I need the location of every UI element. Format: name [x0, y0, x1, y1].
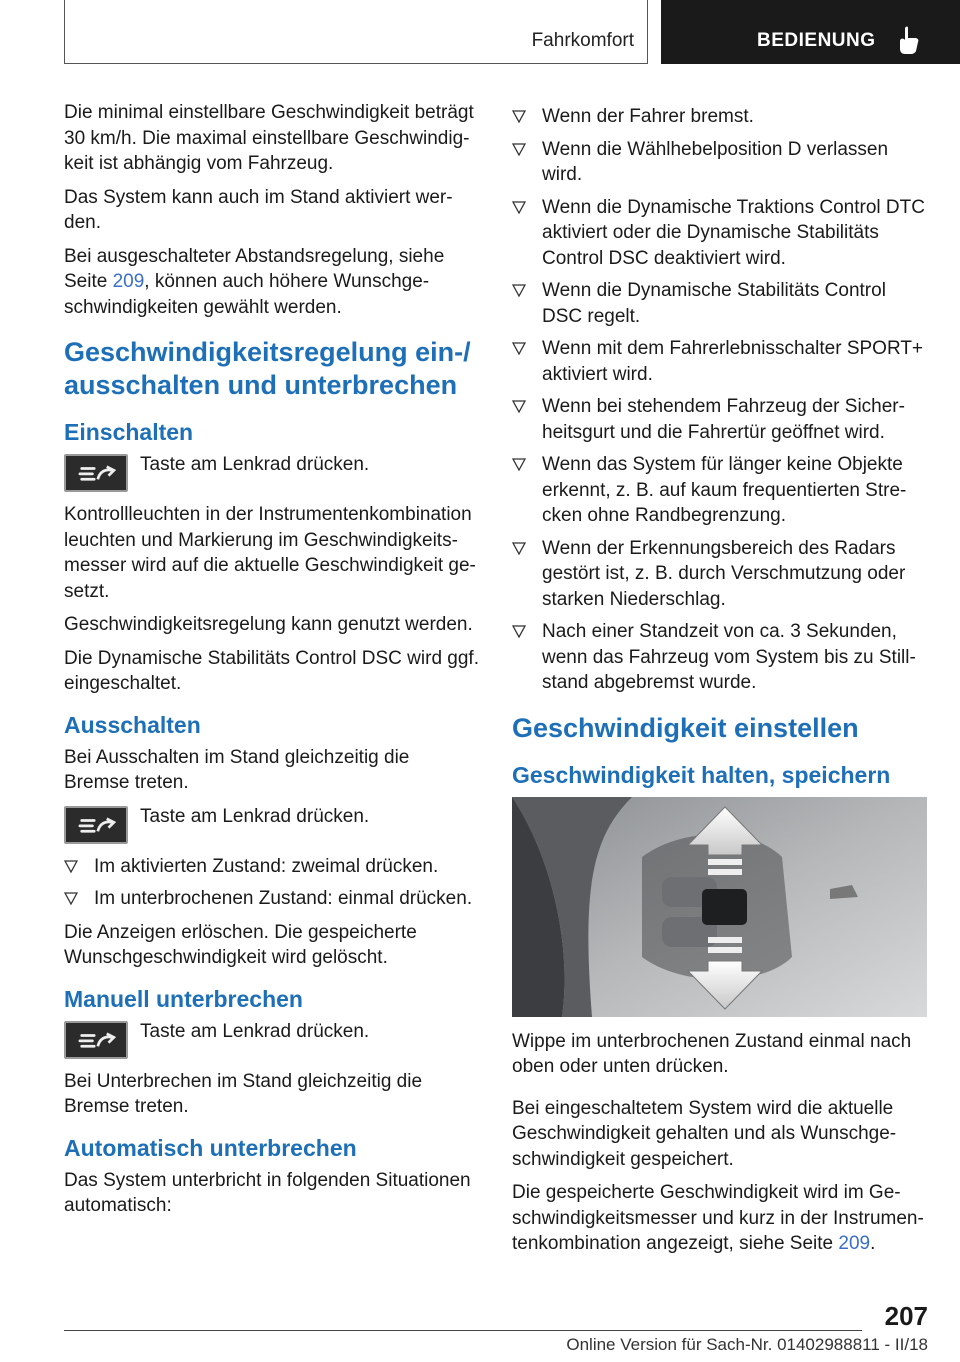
list-item: Wenn die Wählhebelposition D verlassen wird.	[512, 137, 927, 188]
list-item: Im unterbrochenen Zustand: einmal drücken.	[64, 886, 479, 912]
dsc-paragraph: Die Dynamische Stabilitäts Control DSC wird ggf. eingeschaltet.	[64, 647, 479, 694]
triangle-bullet-icon	[512, 625, 526, 638]
key-instruction: Taste am Lenkrad drücken.	[64, 1019, 479, 1059]
triangle-bullet-icon	[64, 860, 78, 873]
list-item: Im aktivierten Zustand: zweimal drücken.	[64, 854, 479, 880]
usable-paragraph: Geschwindigkeitsregelung kann genutzt werden.	[64, 614, 473, 635]
list-item: Wenn die Dynamische Stabilitäts Control DSC regelt.	[512, 278, 927, 329]
cleared-paragraph: Die Anzeigen erlöschen. Die gespeicherte Wunschgeschwindigkeit wird gelöscht.	[64, 921, 417, 968]
triangle-bullet-icon	[64, 892, 78, 905]
list-item: Nach einer Standzeit von ca. 3 Sekunden, wenn das Fahrzeug vom System bis zu Still‐stand abgebremst wurde.	[512, 619, 927, 696]
triangle-bullet-icon	[512, 458, 526, 471]
list-item: Wenn der Erkennungsbereich des Radars gestört ist, z. B. durch Verschmutzung oder starken Niederschlag.	[512, 536, 927, 613]
manual-brake-paragraph: Bei Unterbrechen im Stand gleichzeitig die Bremse treten.	[64, 1070, 423, 1117]
page-header	[0, 0, 960, 66]
list-item: Wenn das System für länger keine Objekte erkennt, z. B. auf kaum frequentierten Stre‐cken ohne Randbegrenzung.	[512, 452, 927, 529]
page-link[interactable]: 209	[838, 1233, 871, 1254]
triangle-bullet-icon	[512, 143, 526, 156]
cruise-control-button-icon	[64, 1021, 128, 1059]
speed-hold-paragraph: Bei eingeschaltetem System wird die aktuelle Geschwindigkeit gehalten und als Wunschge‐schwindigkeit gespeichert.	[512, 1097, 897, 1170]
triangle-bullet-icon	[512, 284, 526, 297]
cruise-control-button-icon	[64, 806, 128, 844]
list-item: Wenn bei stehendem Fahrzeug der Sicher‐heitsgurt und die Fahrertür geöffnet wird.	[512, 394, 927, 445]
speed-display-paragraph: Die gespeicherte Geschwindigkeit wird im Ge‐schwindigkeitsmesser und kurz in der Instrumen‐tenkombination angezeigt, siehe Seite 209.	[512, 1182, 924, 1254]
page-number: 207	[884, 1301, 928, 1331]
image-caption: Wippe im unterbrochenen Zustand einmal nach oben oder unten drücken.	[512, 1030, 912, 1077]
chapter-title: BEDIENUNG	[757, 30, 876, 51]
steering-wheel-rocker-illustration	[512, 797, 927, 1017]
subheading-einschalten: Einschalten	[64, 419, 194, 445]
triangle-bullet-icon	[512, 201, 526, 214]
section-title: Fahrkomfort	[531, 30, 634, 51]
cruise-control-button-icon	[64, 454, 128, 492]
indicator-paragraph: Kontrollleuchten in der Instrumentenkombination leuchten und Markierung im Geschwindigkeits‐messer wird auf die aktuelle Geschwindigkeit ge‐setzt.	[64, 504, 476, 602]
subheading-halten: Geschwindigkeit halten, speichern	[512, 761, 891, 788]
section-heading: Geschwindigkeitsregelung ein-/ ausschalten und unterbrechen	[64, 337, 471, 400]
brake-paragraph: Bei Ausschalten im Stand gleichzeitig die Bremse treten.	[64, 746, 410, 793]
right-column	[512, 104, 927, 1265]
auto-interrupt-list	[512, 104, 927, 696]
online-version-note: Online Version für Sach-Nr. 01402988811 - II/18	[566, 1335, 928, 1354]
triangle-bullet-icon	[512, 542, 526, 555]
standstill-paragraph: Das System kann auch im Stand aktiviert wer‐den.	[64, 186, 453, 233]
left-column	[64, 100, 479, 1227]
list-item: Wenn mit dem Fahrerlebnisschalter SPORT+ aktiviert wird.	[512, 336, 927, 387]
triangle-bullet-icon	[512, 342, 526, 355]
distance-control-paragraph: Bei ausgeschalteter Abstandsregelung, siehe Seite 209, können auch höhere Wunschge‐schwindigkeiten gewählt werden.	[64, 245, 445, 318]
footer-divider	[64, 1330, 862, 1331]
key-instruction: Taste am Lenkrad drücken.	[64, 452, 479, 492]
triangle-bullet-icon	[512, 400, 526, 413]
min-speed-paragraph: Die minimal einstellbare Geschwindigkeit beträgt 30 km/h. Die maximal einstellbare Geschwindig‐keit ist abhängig vom Fahrzeug.	[64, 102, 474, 174]
auto-paragraph: Das System unterbricht in folgenden Situationen automatisch:	[64, 1169, 471, 1216]
section-heading: Geschwindigkeit einstellen	[512, 712, 859, 743]
list-item: Wenn der Fahrer bremst.	[512, 104, 927, 130]
page-link[interactable]: 209	[112, 271, 145, 292]
list-item: Wenn die Dynamische Traktions Control DTC aktiviert oder die Dynamische Stabilitäts Control DSC deaktiviert wird.	[512, 195, 927, 272]
off-list	[64, 854, 479, 912]
subheading-automatisch: Automatisch unterbrechen	[64, 1134, 357, 1161]
subheading-ausschalten: Ausschalten	[64, 711, 201, 738]
subheading-manuell: Manuell unterbrechen	[64, 985, 303, 1012]
chapter-tab	[661, 0, 960, 64]
pointing-hand-icon	[896, 26, 920, 54]
key-instruction: Taste am Lenkrad drücken.	[64, 804, 479, 844]
triangle-bullet-icon	[512, 110, 526, 123]
